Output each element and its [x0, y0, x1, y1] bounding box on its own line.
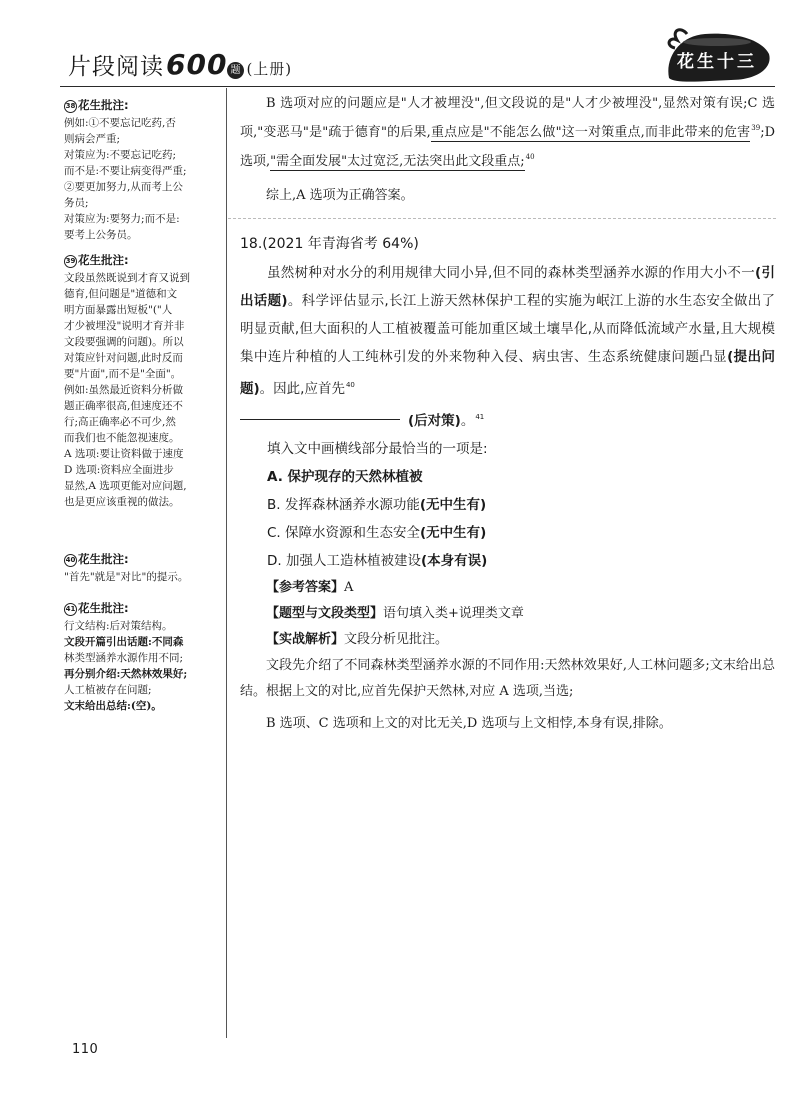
- option-tag: (无中生有): [420, 525, 487, 541]
- annotation-line: 文段要强调的问题)。所以: [64, 336, 184, 348]
- annotation-line: 行文结构:后对策结构。: [64, 620, 173, 632]
- passage-tag: (后对策): [408, 413, 461, 429]
- analysis: [240, 627, 775, 653]
- prev-text: B 选项对应的问题应是"人才被埋没",但文段说的是"人才少被埋没",显然对策有误;C 选项,"变恶马"是"疏于德育"的后果,: [240, 96, 775, 140]
- annotation-header: [64, 599, 222, 617]
- page-header: [60, 44, 775, 84]
- passage-text: 。: [460, 413, 475, 429]
- annotation-line: 而不是:不要让病变得严重;: [64, 165, 187, 177]
- header-rule: [60, 86, 775, 87]
- annotation-line: 题正确率很高,但速度还不: [64, 400, 183, 412]
- underlined-text: "需全面发展"太过宽泛,无法突出此文段重点;: [270, 154, 525, 169]
- annotation-line: 对策应为:要努力;而不是:: [64, 213, 180, 225]
- annotation-line: 才少被埋没"说明才育并非: [64, 320, 185, 332]
- annotation-line: 显然,A 选项更能对应问题,: [64, 480, 187, 492]
- annotation-header: [64, 550, 222, 568]
- option-tag: (无中生有): [419, 497, 487, 513]
- brand-logo-text: 花生十三: [677, 52, 757, 72]
- annotation-line: 文段虽然既说到才育又说到: [64, 272, 190, 284]
- book-ti-badge: 题: [227, 62, 244, 79]
- book-title: [68, 48, 292, 81]
- annotation-number-badge: 39: [64, 255, 77, 268]
- annotation-header: [64, 251, 222, 269]
- annotation-ref-40: 40: [525, 153, 535, 161]
- annotation-line: 林类型涵养水源作用不同;: [64, 652, 184, 664]
- section-divider: [228, 218, 776, 219]
- option-text: D. 加强人工造林植被建设: [267, 553, 421, 569]
- question-passage: [240, 259, 775, 435]
- prev-conclusion: 综上,A 选项为正确答案。: [266, 188, 414, 203]
- answer-value: A: [344, 580, 354, 595]
- annotation-title: 花生批注:: [78, 552, 129, 566]
- brand-logo: [661, 28, 773, 84]
- annotation-39: [64, 251, 222, 510]
- explanation-paragraph: B 选项、C 选项和上文的对比无关,D 选项与上文相悖,本身有误,排除。: [266, 716, 672, 731]
- annotation-line: 例如:①不要忘记吃药,否: [64, 117, 176, 129]
- annotation-line: 明方面暴露出短板"("人: [64, 304, 173, 316]
- option-text: B. 发挥森林涵养水源功能: [267, 497, 420, 513]
- prev-explanation-paragraph: [240, 92, 775, 174]
- annotation-line: 对策应针对问题,此时反而: [64, 352, 183, 364]
- annotation-title: 花生批注:: [78, 253, 129, 267]
- answer-value: 文段分析见批注。: [344, 632, 449, 647]
- answer-value: 语句填入类+说理类文章: [383, 606, 524, 621]
- main-content: [240, 92, 775, 737]
- option-text: C. 保障水资源和生态安全: [267, 525, 421, 541]
- annotation-line: 要"片面",而不是"全面"。: [64, 368, 182, 380]
- annotation-ref-41: 41: [475, 413, 485, 421]
- annotation-line: 对策应为:不要忘记吃药;: [64, 149, 177, 161]
- annotation-number-badge: 40: [64, 554, 77, 567]
- annotation-line: D 选项:资料应全面进步: [64, 464, 174, 476]
- book-title-text: 片段阅读: [68, 54, 164, 80]
- passage-tag: (提出问题): [240, 349, 775, 397]
- page-number: 110: [72, 1042, 99, 1057]
- column-divider: [226, 88, 227, 1038]
- passage-text: 虽然树种对水分的利用规律大同小异,但不同的森林类型涵养水源的作用大小不一: [267, 265, 756, 281]
- annotation-line: 德育,但问题是"道德和文: [64, 288, 178, 300]
- annotation-line: 则病会严重;: [64, 133, 121, 145]
- option-d: [240, 547, 775, 575]
- answer-label: 【题型与文段类型】: [266, 606, 384, 621]
- question-prompt: 填入文中画横线部分最恰当的一项是:: [267, 441, 488, 457]
- answer-blank: [240, 419, 400, 420]
- annotation-line: 文末给出总结:(空)。: [64, 700, 162, 712]
- annotation-number-badge: 38: [64, 100, 77, 113]
- book-volume: (上册): [246, 60, 293, 78]
- answer-label: 【参考答案】: [266, 580, 345, 595]
- passage-tag: (引出话题): [240, 265, 775, 309]
- answer-label: 【实战解析】: [266, 632, 345, 647]
- annotation-title: 花生批注:: [78, 98, 129, 112]
- sidebar-annotations: [64, 96, 222, 714]
- explanation-paragraph: 文段先介绍了不同森林类型涵养水源的不同作用:天然林效果好,人工林问题多;文末给出总结。根据上文的对比,应首先保护天然林,对应 A 选项,当选;: [240, 658, 775, 699]
- annotation-ref-40: 40: [345, 381, 355, 389]
- annotation-38: [64, 96, 222, 243]
- annotation-ref-39: 39: [751, 124, 761, 132]
- annotation-line: 再分别介绍:天然林效果好;: [64, 668, 188, 680]
- reference-answer: [240, 575, 775, 601]
- underlined-text: 重点应是"不能怎么做"这一对策重点,而非此带来的危害: [430, 125, 751, 140]
- annotation-line: A 选项:要让资料做于速度: [64, 448, 184, 460]
- option-b: [240, 491, 775, 519]
- annotation-40: [64, 550, 222, 585]
- annotation-line: "首先"就是"对比"的提示。: [64, 571, 189, 583]
- annotation-line: 务员;: [64, 197, 89, 209]
- annotation-41: [64, 599, 222, 714]
- annotation-line: 而我们也不能忽视速度。: [64, 432, 180, 444]
- option-a: [240, 463, 775, 491]
- prev-text: ;D 选项,: [240, 125, 776, 169]
- option-c: [240, 519, 775, 547]
- annotation-line: 要考上公务员。: [64, 229, 138, 241]
- annotation-line: 行;高正确率必不可少,然: [64, 416, 176, 428]
- annotation-line: 人工植被存在问题;: [64, 684, 152, 696]
- passage-text: 。因此,应首先: [259, 381, 345, 397]
- annotation-line: 文段开篇引出话题:不同森: [64, 636, 184, 648]
- annotation-title: 花生批注:: [78, 601, 129, 615]
- annotation-line: 例如:虽然最近资料分析做: [64, 384, 184, 396]
- passage-text: 。科学评估显示,长江上游天然林保护工程的实施为岷江上游的水生态安全做出了明显贡献,但大面积的人工植被覆盖可能加重区域土壤旱化,从而降低流域产水量,且大规模集中连片种植的人工纯林引发的外来物种入侵、病虫害、生态系统健康问题凸显: [240, 293, 775, 365]
- option-text: A. 保护现存的天然林植被: [267, 469, 423, 485]
- option-tag: (本身有误): [420, 553, 488, 569]
- question-type: [240, 601, 775, 627]
- annotation-number-badge: 41: [64, 603, 77, 616]
- annotation-header: [64, 96, 222, 114]
- book-number: 600: [166, 48, 228, 81]
- question-title: 18.(2021 年青海省考 64%): [240, 236, 419, 252]
- annotation-line: 也是更应该重视的做法。: [64, 496, 180, 508]
- annotation-line: ②要更加努力,从而考上公: [64, 181, 183, 193]
